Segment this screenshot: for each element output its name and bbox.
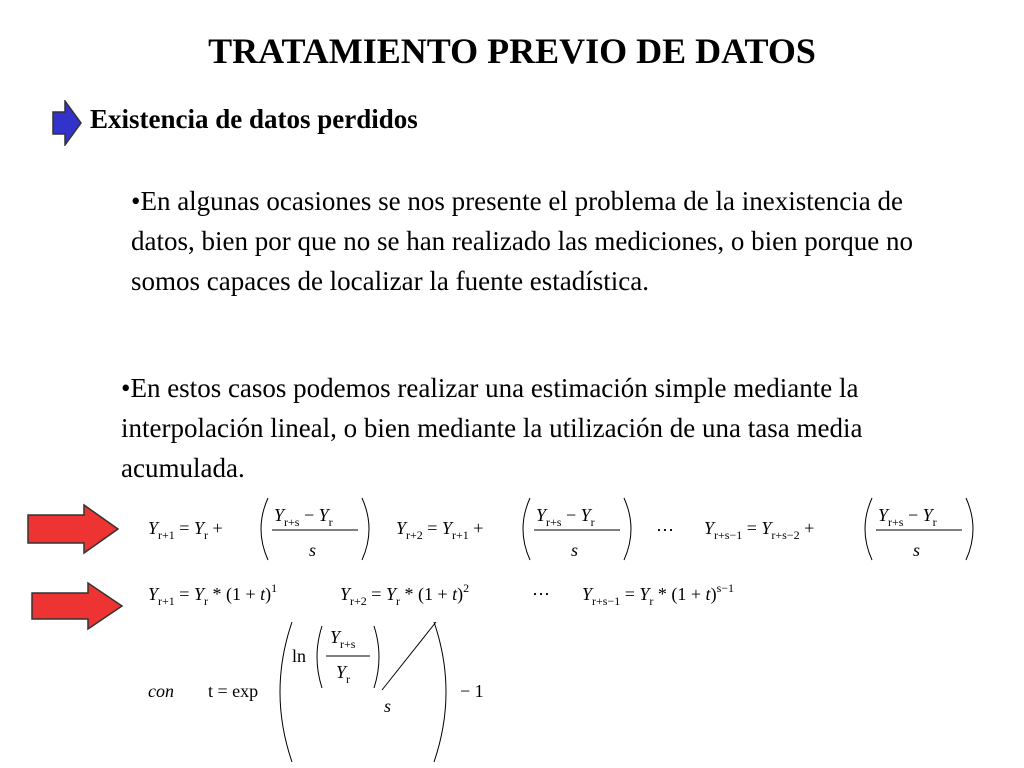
svg-text:s: s — [384, 696, 392, 716]
formula-ln: ln — [292, 646, 307, 666]
formula-dots-2: ⋯ — [532, 584, 550, 604]
bullet-paragraph-2: •En estos casos podemos realizar una estimación simple mediante la interpolación lineal, o bien mediante la utilización de una tasa media acumulada. — [121, 373, 863, 483]
svg-text:Yr+s − Yr: $Y_{r+s} - Y_r$ — [536, 505, 595, 529]
svg-text:Yr: $Y_r$ — [336, 662, 351, 686]
svg-text:Yr+s−1 = Yr+s−2 +: $Y_{r+s-1} = Y_{r+s-2}$ + — [704, 518, 815, 542]
bullet-paragraph-1: •En algunas ocasiones se nos presente el problema de la inexistencia de datos, bien por que no se han realizado las mediciones, o bien porque no somos capaces de localizar la fuente estadística. — [131, 186, 914, 296]
formula-linear-n — [704, 498, 973, 560]
formula-rate-n: $Y_{r+s-1} = Y_r * (1 + t)^{s-1}$ — [582, 581, 734, 608]
formula-rate-2: $Y_{r+2} = Y_r * (1 + t)^2$ — [340, 581, 470, 608]
formula-dots-1: ⋯ — [656, 520, 674, 540]
svg-text:s: s — [913, 540, 921, 560]
svg-text:Yr+1 = Yr +: $Y_{r+1} = Y_r$ + — [148, 518, 223, 542]
section-subtitle: Existencia de datos perdidos — [90, 104, 418, 134]
svg-text:Yr+2 = Yr+1 +: $Y_{r+2} = Y_{r+1}$ + — [396, 518, 484, 542]
page-title: TRATAMIENTO PREVIO DE DATOS — [208, 31, 816, 71]
svg-text:s: s — [571, 540, 579, 560]
svg-text:Yr+s − Yr: $Y_{r+s} - Y_r$ — [274, 505, 333, 529]
svg-text:Yr+s: $Y_{r+s}$ — [330, 627, 356, 651]
svg-text:Yr+s − Yr: $Y_{r+s} - Y_r$ — [878, 505, 937, 529]
formula-rate-1: $Y_{r+1} = Y_r * (1 + t)^1$ — [148, 581, 278, 608]
svg-text:s: s — [309, 540, 317, 560]
formula-linear-1 — [148, 498, 369, 560]
formula-linear-2 — [396, 498, 631, 560]
formula-con: con — [148, 681, 174, 701]
formula-minus-one: − 1 — [460, 681, 484, 701]
formula-t-exp: t = exp — [208, 681, 259, 701]
